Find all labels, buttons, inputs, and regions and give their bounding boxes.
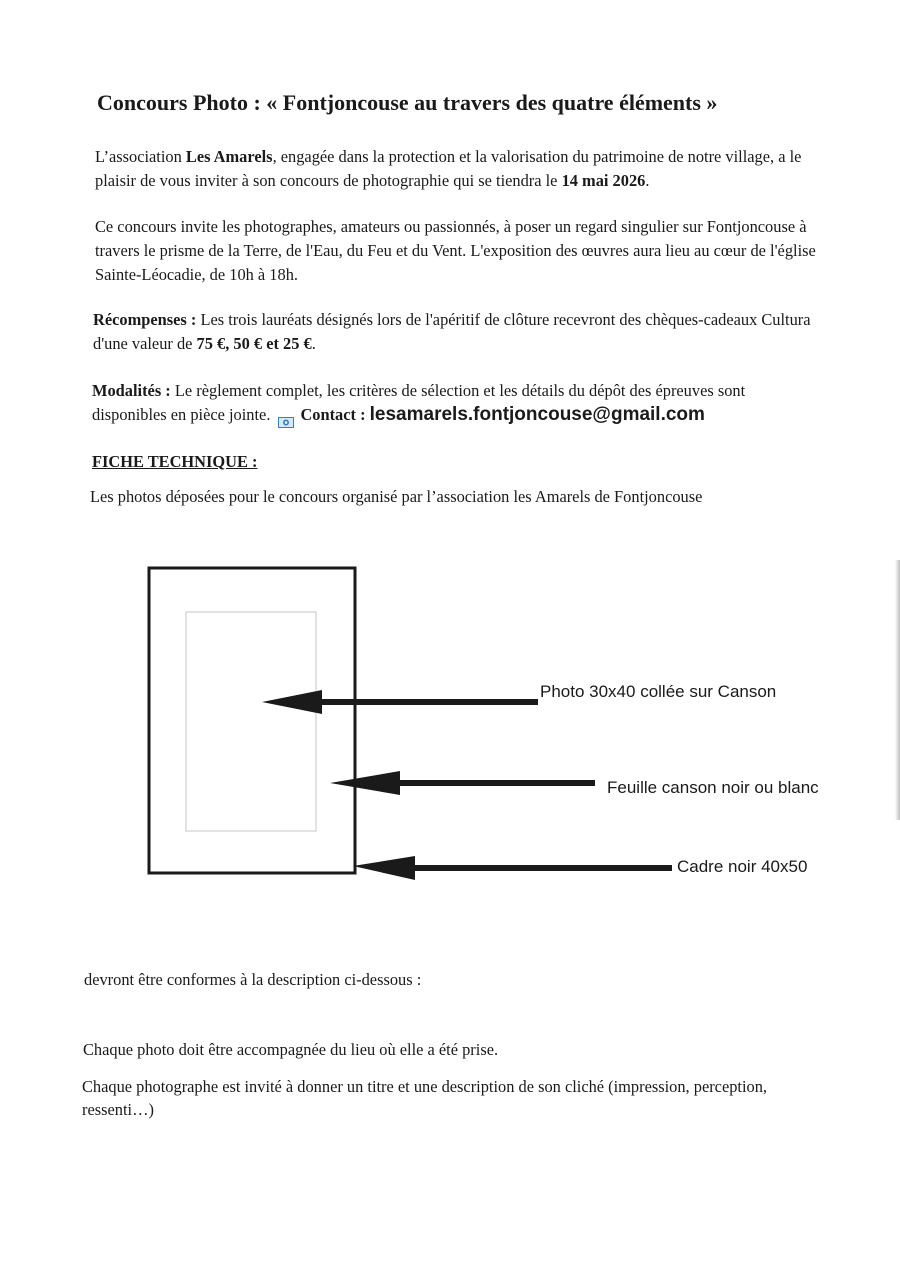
envelope-icon [278,411,294,422]
intro-text-3: . [645,171,650,190]
intro-text-1: L’association [95,147,186,166]
rewards-text: Les trois lauréats désignés lors de l'apéritif de clôture recevront des chèques-cadeaux Cultura d'une valeur de [93,310,811,353]
frame-diagram [0,555,900,895]
fiche-heading: FICHE TECHNIQUE : [92,452,258,471]
label-frame: Cadre noir 40x50 [677,857,808,876]
rule-location: Chaque photo doit être accompagnée du lieu où elle a été prise. [83,1040,499,1059]
fiche-intro: Les photos déposées pour le concours organisé par l’association les Amarels de Fontjoncouse [90,487,703,506]
arrow-sheet [330,771,595,795]
intro-paragraph [95,145,825,193]
description-paragraph: Ce concours invite les photographes, amateurs ou passionnés, à poser un regard singulier sur Fontjoncouse à travers le prisme de la Terre, de l'Eau, du Feu et du Vent. L'exposition des œuvres aura lieu au cœur de l'église Sainte-Léocadie, de 10h à 18h. [95,217,816,284]
photo-outline [186,612,316,831]
label-photo: Photo 30x40 collée sur Canson [540,682,777,701]
arrow-photo [262,690,538,714]
label-sheet: Feuille canson noir ou blanc [607,778,819,797]
contest-date: 14 mai 2026 [561,171,646,190]
arrow-frame [353,856,672,880]
conformity-text: devront être conformes à la description ci-dessous : [84,970,422,989]
rule-title-description: Chaque photographe est invité à donner un titre et une description de son cliché (impression, perception, ressenti…) [82,1077,768,1119]
contact-label: Contact : [300,405,366,424]
rewards-amounts: 75 €, 50 € et 25 € [196,334,312,353]
contact-email-link[interactable]: lesamarels.fontjoncouse@gmail.com [369,404,705,425]
association-name: Les Amarels [185,147,273,166]
frame-outline [149,568,355,873]
terms-label: Modalités : [92,381,171,400]
intro-text-2: , engagée dans la protection et la valorisation du patrimoine de notre village, a le plaisir de vous inviter à son concours de photographie qui se tiendra le [95,147,802,190]
terms-paragraph [92,379,822,427]
page-title: Concours Photo : « Fontjoncouse au travers des quatre éléments » [97,90,718,115]
terms-text: Le règlement complet, les critères de sélection et les détails du dépôt des épreuves sont disponibles en pièce jointe. [92,381,746,424]
rewards-label: Récompenses : [93,310,197,329]
rewards-paragraph [93,308,823,356]
rewards-end: . [311,334,316,353]
